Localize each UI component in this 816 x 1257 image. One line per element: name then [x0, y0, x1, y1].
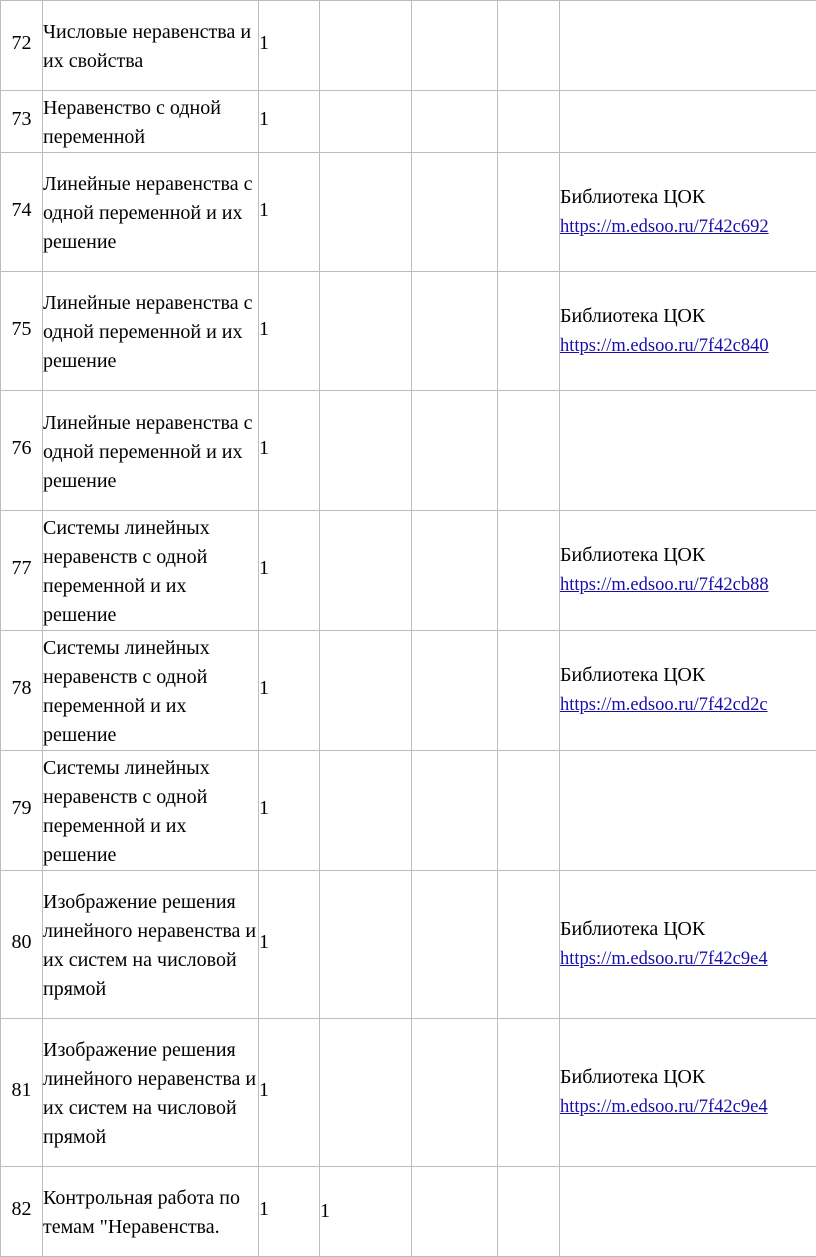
- table-row: [1, 1019, 816, 1167]
- hours-practice: [412, 1167, 498, 1257]
- lesson-topic-text: Линейные неравенства с одной переменной и их решение: [43, 173, 253, 253]
- digital-resources: [560, 631, 816, 751]
- hours-practice: [412, 153, 498, 272]
- lesson-date: [498, 511, 560, 631]
- lesson-topic-text: Системы линейных неравенств с одной переменной и их решение: [43, 517, 210, 626]
- hours-total: [259, 631, 320, 751]
- hours-total: [259, 1019, 320, 1167]
- lesson-date: [498, 91, 560, 153]
- lesson-topic: [43, 153, 259, 272]
- hours-total-text: 1: [259, 108, 269, 130]
- lesson-topic: [43, 391, 259, 511]
- resource-link[interactable]: https://m.edsoo.ru/7f42c9e4: [560, 1097, 768, 1117]
- lesson-number: [1, 1019, 43, 1167]
- digital-resources: [560, 751, 816, 871]
- lesson-number: [1, 511, 43, 631]
- hours-practice: [412, 91, 498, 153]
- resource-library-label: Библиотека ЦОК: [560, 1066, 706, 1088]
- lesson-topic-text: Неравенство с одной переменной: [43, 97, 221, 148]
- lesson-number: [1, 1167, 43, 1257]
- lesson-date: [498, 272, 560, 391]
- lesson-date: [498, 871, 560, 1019]
- lesson-date: [498, 153, 560, 272]
- hours-test: [320, 1167, 412, 1257]
- lesson-number: [1, 631, 43, 751]
- lesson-number: [1, 272, 43, 391]
- hours-total-text: 1: [259, 1079, 269, 1101]
- resource-library-label: Библиотека ЦОК: [560, 185, 706, 208]
- lesson-date: [498, 1019, 560, 1167]
- hours-total-text: 1: [259, 557, 269, 579]
- lesson-number: [1, 91, 43, 153]
- lesson-topic-text: Линейные неравенства с одной переменной и их решение: [43, 411, 253, 492]
- digital-resources: [560, 153, 816, 272]
- digital-resources: [560, 391, 816, 511]
- hours-total-text: 1: [259, 677, 269, 699]
- digital-resources: [560, 511, 816, 631]
- table-row: [1, 1167, 816, 1257]
- table-body: [1, 1, 816, 1257]
- lesson-topic: [43, 91, 259, 153]
- table-row: [1, 871, 816, 1019]
- hours-total-text: 1: [259, 198, 269, 221]
- lesson-number-text: 78: [11, 677, 32, 699]
- hours-total-text: 1: [259, 1198, 269, 1220]
- digital-resources: [560, 1167, 816, 1257]
- lesson-number-text: 75: [11, 317, 32, 340]
- lesson-date: [498, 631, 560, 751]
- hours-total-text: 1: [259, 317, 269, 340]
- table-row: [1, 511, 816, 631]
- lesson-number-text: 77: [11, 557, 32, 579]
- hours-total: [259, 272, 320, 391]
- lesson-topic-text: Изображение решения линейного неравенства и их систем на числовой прямой: [43, 1039, 257, 1148]
- lesson-number: [1, 153, 43, 272]
- lesson-number-text: 79: [11, 797, 32, 819]
- hours-total: [259, 871, 320, 1019]
- hours-total-text: 1: [259, 797, 269, 819]
- hours-total: [259, 391, 320, 511]
- hours-practice: [412, 272, 498, 391]
- lesson-date: [498, 1167, 560, 1257]
- lesson-number-text: 76: [11, 437, 32, 459]
- digital-resources: [560, 1019, 816, 1167]
- lesson-topic-text: Числовые неравенства и их свойства: [43, 21, 252, 72]
- lesson-topic-text: Изображение решения линейного неравенства и их систем на числовой прямой: [43, 891, 257, 1000]
- lesson-topic: [43, 751, 259, 871]
- digital-resources: [560, 272, 816, 391]
- hours-total: [259, 1167, 320, 1257]
- table-row: [1, 391, 816, 511]
- lesson-topic: [43, 272, 259, 391]
- resource-link[interactable]: https://m.edsoo.ru/7f42cb88: [560, 575, 769, 595]
- hours-total: [259, 153, 320, 272]
- table-row: [1, 91, 816, 153]
- lesson-number-text: 72: [11, 32, 32, 54]
- resource-library-label: Библиотека ЦОК: [560, 304, 706, 327]
- table-row: [1, 272, 816, 391]
- lesson-date: [498, 391, 560, 511]
- hours-total-text: 1: [259, 437, 269, 459]
- hours-test: [320, 1, 412, 91]
- hours-test: [320, 871, 412, 1019]
- hours-practice: [412, 391, 498, 511]
- resource-link[interactable]: https://m.edsoo.ru/7f42c840: [560, 335, 769, 356]
- hours-total: [259, 1, 320, 91]
- resource-link[interactable]: https://m.edsoo.ru/7f42cd2c: [560, 695, 768, 715]
- resource-link[interactable]: https://m.edsoo.ru/7f42c9e4: [560, 949, 768, 969]
- table-row: [1, 631, 816, 751]
- lesson-topic-text: Системы линейных неравенств с одной переменной и их решение: [43, 757, 210, 866]
- digital-resources: [560, 871, 816, 1019]
- hours-practice: [412, 511, 498, 631]
- resource-library-label: Библиотека ЦОК: [560, 664, 706, 686]
- lesson-number-text: 82: [11, 1198, 32, 1220]
- hours-practice: [412, 871, 498, 1019]
- lesson-topic-text: Контрольная работа по темам "Неравенства.: [43, 1187, 241, 1238]
- lesson-date: [498, 1, 560, 91]
- hours-total-text: 1: [259, 931, 269, 953]
- lesson-topic-text: Системы линейных неравенств с одной переменной и их решение: [43, 637, 210, 746]
- lesson-number: [1, 1, 43, 91]
- lesson-number: [1, 751, 43, 871]
- hours-test: [320, 511, 412, 631]
- hours-test: [320, 272, 412, 391]
- resource-library-label: Библиотека ЦОК: [560, 544, 706, 566]
- hours-test: [320, 91, 412, 153]
- hours-practice: [412, 631, 498, 751]
- hours-test-text: 1: [320, 1200, 330, 1222]
- lesson-number-text: 81: [11, 1079, 32, 1101]
- lesson-topic: [43, 1019, 259, 1167]
- hours-test: [320, 751, 412, 871]
- table-row: [1, 751, 816, 871]
- lesson-number-text: 73: [11, 108, 32, 130]
- hours-test: [320, 631, 412, 751]
- resource-library-label: Библиотека ЦОК: [560, 918, 706, 940]
- lesson-topic: [43, 511, 259, 631]
- lesson-date: [498, 751, 560, 871]
- lesson-number: [1, 391, 43, 511]
- hours-total-text: 1: [259, 32, 269, 54]
- hours-total: [259, 511, 320, 631]
- lesson-number: [1, 871, 43, 1019]
- resource-link[interactable]: https://m.edsoo.ru/7f42c692: [560, 216, 769, 237]
- table-row: [1, 153, 816, 272]
- lesson-topic-text: Линейные неравенства с одной переменной и их решение: [43, 292, 253, 372]
- lesson-topic: [43, 1, 259, 91]
- digital-resources: [560, 1, 816, 91]
- digital-resources: [560, 91, 816, 153]
- hours-test: [320, 1019, 412, 1167]
- hours-practice: [412, 1, 498, 91]
- hours-total: [259, 91, 320, 153]
- lesson-number-text: 74: [11, 198, 32, 221]
- hours-test: [320, 153, 412, 272]
- lesson-topic: [43, 871, 259, 1019]
- hours-test: [320, 391, 412, 511]
- hours-total: [259, 751, 320, 871]
- hours-practice: [412, 1019, 498, 1167]
- lesson-topic: [43, 1167, 259, 1257]
- table-row: [1, 1, 816, 91]
- hours-practice: [412, 751, 498, 871]
- lesson-topic: [43, 631, 259, 751]
- lesson-number-text: 80: [11, 931, 32, 953]
